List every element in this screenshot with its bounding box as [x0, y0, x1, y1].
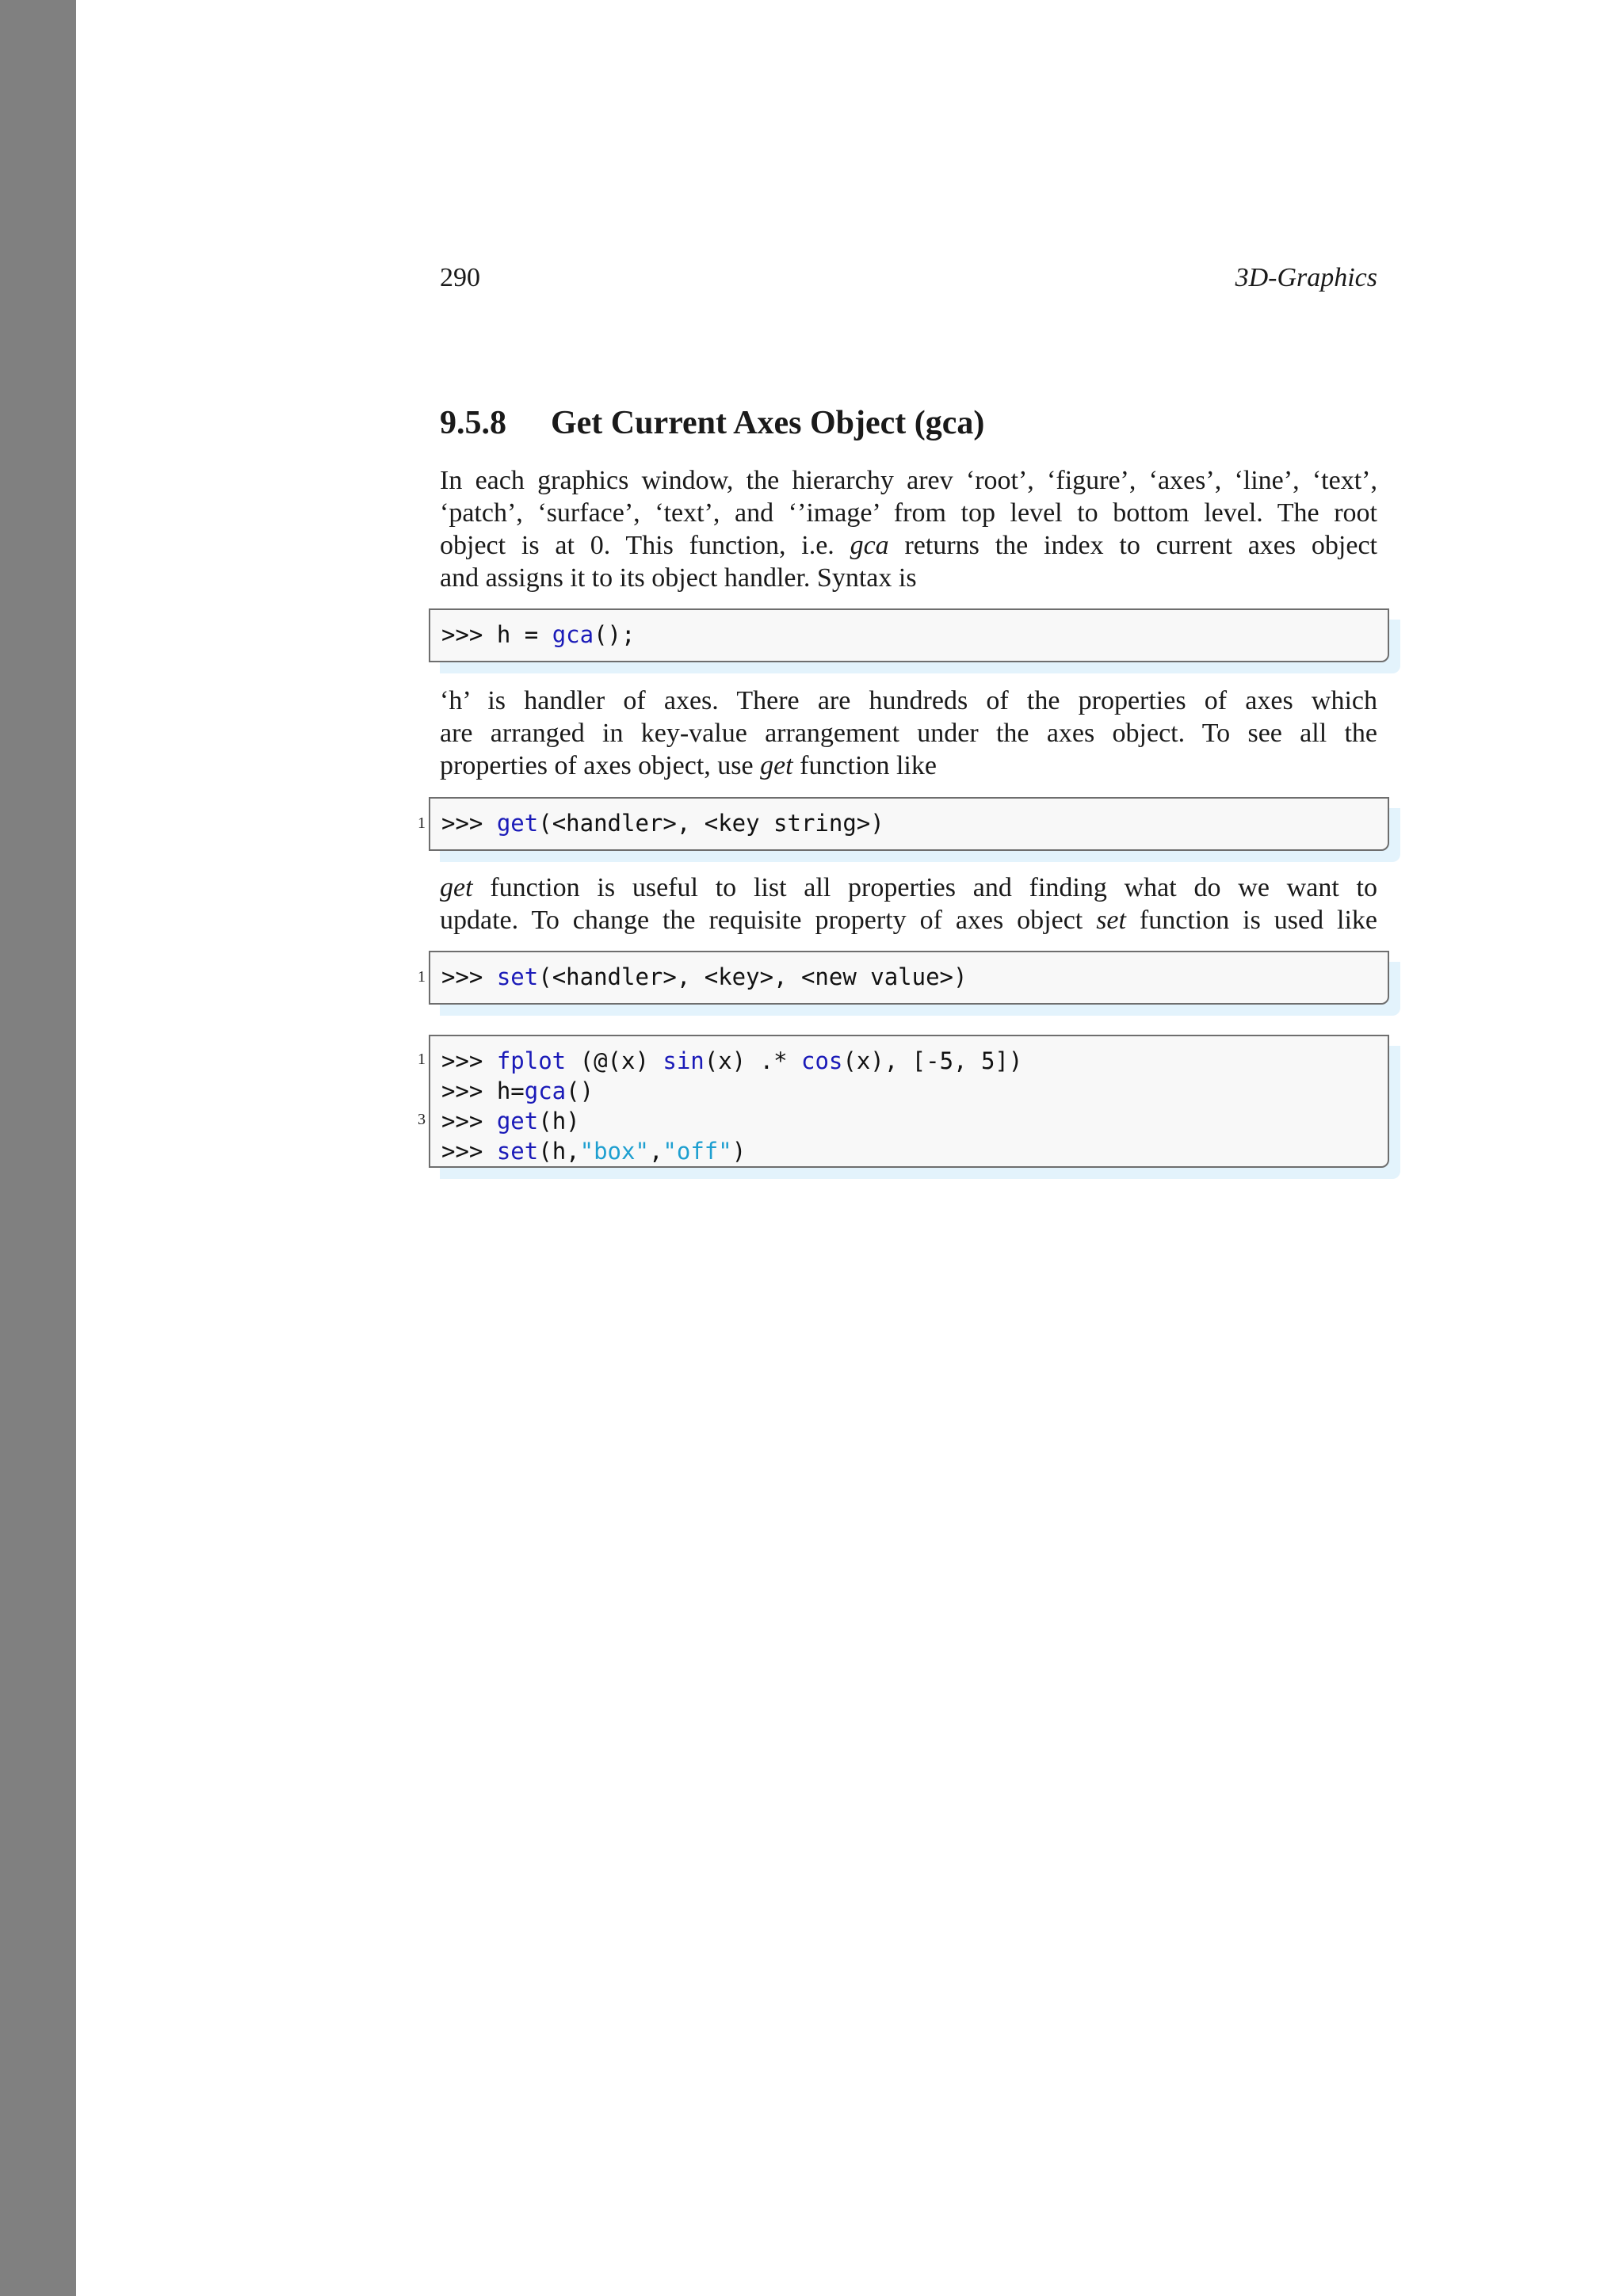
gray-margin-bar — [0, 0, 76, 2296]
running-header-title: 3D-Graphics — [1235, 263, 1377, 292]
code-line — [441, 1047, 1022, 1074]
code-line — [441, 810, 884, 837]
code-text: (x) .* — [704, 1047, 801, 1074]
text-run: function is used like — [1125, 906, 1377, 935]
code-text: (@(x) — [566, 1047, 663, 1074]
paragraph-get-set — [440, 871, 1377, 936]
paragraph-line: are arranged in key-value arrangement under the axes object. To see all the — [440, 719, 1377, 748]
code-text: (h, — [538, 1138, 580, 1165]
code-text: (x), [-5, 5]) — [842, 1047, 1023, 1074]
code-text: , — [648, 1138, 663, 1165]
emphasis-get: get — [760, 751, 793, 780]
code-text: >>> — [441, 1047, 497, 1074]
code-line — [441, 1138, 746, 1165]
line-number: 1 — [418, 968, 426, 986]
section-number: 9.5.8 — [440, 405, 506, 441]
line-number: 1 — [418, 814, 426, 832]
paragraph-line — [440, 904, 1377, 936]
code-text: ) — [731, 1138, 747, 1165]
code-keyword: set — [496, 1138, 539, 1165]
code-text: (h) — [538, 1108, 580, 1135]
section-heading — [440, 404, 984, 442]
text-run: object is at 0. This function, i.e. — [440, 531, 850, 560]
paragraph-line — [440, 529, 1377, 562]
section-title: Get Current Axes Object (gca) — [551, 405, 985, 441]
code-keyword: gca — [552, 621, 594, 648]
paragraph-hierarchy — [440, 464, 1377, 594]
code-text: >>> — [441, 1138, 497, 1165]
code-text: >>> — [441, 1108, 497, 1135]
code-keyword: set — [496, 963, 539, 990]
code-text: >>> — [441, 963, 497, 990]
text-run: returns the index to current axes object — [888, 531, 1377, 560]
paragraph-handler — [440, 685, 1377, 782]
code-keyword: cos — [800, 1047, 843, 1074]
paragraph-line: ‘h’ is handler of axes. There are hundreds of the properties of axes which — [440, 686, 1377, 715]
code-text: >>> — [441, 810, 497, 837]
paragraph-line: and assigns it to its object handler. Syntax is — [440, 563, 917, 593]
code-text: (); — [594, 621, 636, 648]
page-number: 290 — [440, 263, 480, 292]
code-block-example — [429, 1035, 1389, 1168]
paragraph-line: ‘patch’, ‘surface’, ‘text’, and ‘’image’ from top level to bottom level. The root — [440, 498, 1377, 528]
code-string: "box" — [579, 1138, 649, 1165]
paragraph-line — [440, 871, 1377, 904]
code-line — [441, 963, 967, 990]
code-block-set — [429, 951, 1389, 1005]
emphasis-set: set — [1096, 906, 1126, 935]
text-run: function is useful to list all properties and finding what do we want to — [472, 873, 1377, 902]
emphasis-gca: gca — [850, 531, 889, 560]
paragraph-line: In each graphics window, the hierarchy arev ‘root’, ‘figure’, ‘axes’, ‘line’, ‘text’, — [440, 466, 1377, 495]
code-line — [441, 621, 635, 648]
paragraph-line — [440, 749, 1377, 782]
code-text: (<handler>, <key>, <new value>) — [538, 963, 968, 990]
code-text: >>> h= — [441, 1077, 525, 1104]
line-number: 3 — [418, 1111, 426, 1128]
code-line — [441, 1077, 594, 1104]
code-block-gca — [429, 608, 1389, 662]
code-keyword: gca — [524, 1077, 567, 1104]
code-keyword: get — [496, 1108, 539, 1135]
code-text: () — [566, 1077, 594, 1104]
code-text: (<handler>, <key string>) — [538, 810, 884, 837]
line-number: 1 — [418, 1051, 426, 1068]
code-text: >>> h = — [441, 621, 552, 648]
emphasis-get: get — [440, 873, 473, 902]
text-run: function like — [792, 751, 937, 780]
code-keyword: fplot — [496, 1047, 567, 1074]
code-keyword: get — [496, 810, 539, 837]
code-line — [441, 1108, 580, 1135]
text-run: properties of axes object, use — [440, 751, 761, 780]
text-run: update. To change the requisite property of axes object — [440, 906, 1097, 935]
code-keyword: sin — [663, 1047, 705, 1074]
code-block-get — [429, 797, 1389, 851]
code-string: "off" — [663, 1138, 732, 1165]
